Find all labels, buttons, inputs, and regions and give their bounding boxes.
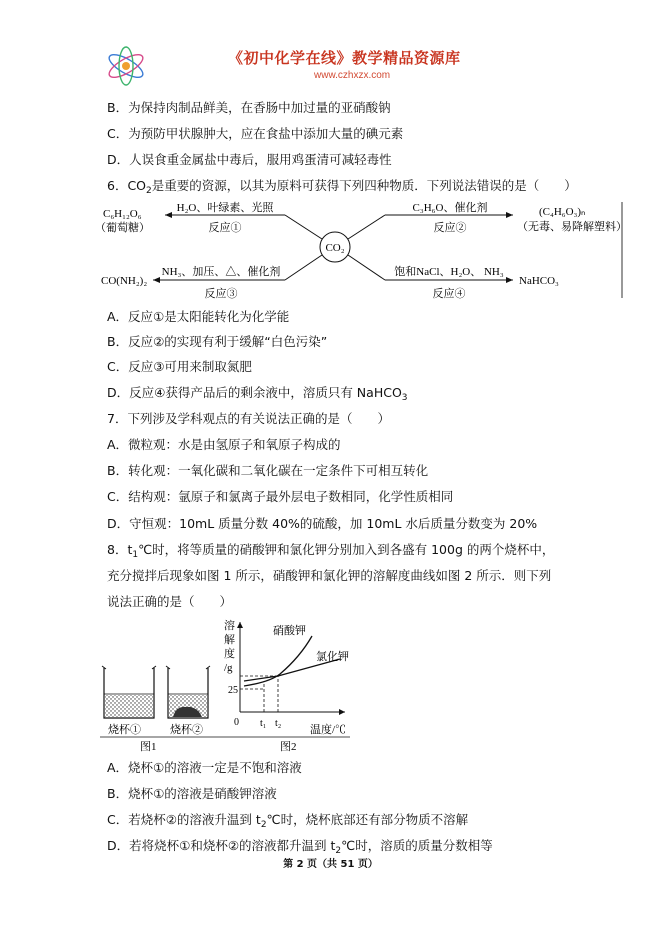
q6-option-d: D．反应④获得产品后的剩余液中，溶质只有 NaHCO$_3$ xyxy=(107,385,408,403)
q5-option-d: D．人误食重金属盐中毒后，服用鸡蛋清可减轻毒性 xyxy=(107,152,392,167)
q7-option-b: B．转化观：一氧化碳和二氧化碳在一定条件下可相互转化 xyxy=(107,463,429,478)
q7-stem: 7．下列涉及学科观点的有关说法正确的是（ ） xyxy=(107,411,390,426)
q6-option-b: B．反应②的实现有利于缓解“白色污染” xyxy=(107,334,328,349)
nahco3-formula: NaHCO₃ xyxy=(519,275,559,287)
header-banner xyxy=(104,44,504,94)
q7-option-c: C．结构观：氩原子和氯离子最外层电子数相同，化学性质相同 xyxy=(107,489,454,504)
y-label-2: 解 xyxy=(224,634,235,646)
x-axis-label: 温度/℃ xyxy=(310,724,347,736)
r1-label: 反应① xyxy=(208,222,242,234)
beaker-1-label: 烧杯① xyxy=(108,724,141,736)
q7-option-d: D．守恒观：10mL 质量分数 40%的硫酸，加 10mL 水后质量分数变为 20% xyxy=(107,516,538,531)
y-tick-25: 25 xyxy=(228,685,238,696)
q8-option-d: D．若将烧杯①和烧杯②的溶液都升温到 $t_2℃$时，溶质的质量分数相等 xyxy=(107,838,493,856)
page-footer: 第 2 页（共 51 页） xyxy=(283,859,378,870)
polymer-name: （无毒、易降解塑料） xyxy=(517,221,627,233)
header-url: www.czhxzx.com xyxy=(314,70,391,81)
y-label-1: 溶 xyxy=(224,620,235,632)
q5-option-c: C．为预防甲状腺肿大，应在食盐中添加大量的碘元素 xyxy=(107,126,404,141)
r4-condition: 饱和NaCl、H₂O、 NH₃ xyxy=(394,266,504,278)
r2-label: 反应② xyxy=(433,222,467,234)
q8-option-b: B．烧杯①的溶液是硝酸钾溶液 xyxy=(107,786,277,801)
r3-condition: NH₃、加压、△、催化剂 xyxy=(161,266,281,278)
polymer-formula: (C₄H₆O₃)ₙ xyxy=(539,206,586,218)
r1-condition: H₂O、叶绿素、光照 xyxy=(176,202,274,214)
q6-reaction-diagram xyxy=(95,198,630,304)
origin-label: 0 xyxy=(234,717,239,728)
y-label-4: /g xyxy=(224,662,233,674)
atom-logo-icon xyxy=(104,44,148,88)
glucose-formula: C₆H₁₂O₆ xyxy=(103,208,142,220)
beaker-1 xyxy=(102,666,156,718)
r3-label: 反应③ xyxy=(204,288,238,300)
glucose-name: （葡萄糖） xyxy=(95,222,150,234)
r4-label: 反应④ xyxy=(432,288,466,300)
urea-formula: CO(NH₂)₂ xyxy=(101,275,148,287)
q8-stem-line1: 8．$t_1℃$时，将等质量的硝酸钾和氯化钾分别加入到各盛有 100g 的两个烧杯中， xyxy=(107,542,555,560)
q8-stem-line3: 说法正确的是（ ） xyxy=(107,594,233,609)
beaker-2 xyxy=(166,666,210,718)
fig2-label: 图2 xyxy=(280,741,297,753)
r2-condition: C₃H₆O、催化剂 xyxy=(412,202,488,214)
series-kno3 xyxy=(244,636,312,686)
solubility-chart xyxy=(224,618,349,736)
q5-option-b: B．为保持肉制品鲜美，在香肠中加过量的亚硝酸钠 xyxy=(107,100,391,115)
q7-option-a: A．微粒观：水是由氢原子和氧原子构成的 xyxy=(107,437,341,452)
q8-figure xyxy=(100,612,360,757)
header-title: 《初中化学在线》教学精品资源库 xyxy=(228,49,461,67)
y-label-3: 度 xyxy=(224,648,235,660)
q8-option-c: C．若烧杯②的溶液升温到 $t_2℃$时，烧杯底部还有部分物质不溶解 xyxy=(107,812,469,830)
x-tick-t2: t₂ xyxy=(275,718,282,729)
q6-option-c: C．反应③可用来制取氮肥 xyxy=(107,359,252,374)
series-kcl-label: 氯化钾 xyxy=(316,651,349,663)
fig1-label: 图1 xyxy=(140,741,157,753)
q6-stem: 6．$CO_2$是重要的资源，以其为原料可获得下列四种物质．下列说法错误的是（ ） xyxy=(107,178,577,196)
x-tick-t1: t₁ xyxy=(260,718,267,729)
series-kno3-label: 硝酸钾 xyxy=(273,625,306,637)
beaker-2-label: 烧杯② xyxy=(170,724,203,736)
q6-option-a: A．反应①是太阳能转化为化学能 xyxy=(107,309,290,324)
co2-label: CO₂ xyxy=(325,242,345,254)
q8-stem-line2: 充分搅拌后现象如图 1 所示，硝酸钾和氯化钾的溶解度曲线如图 2 所示．则下列 xyxy=(107,568,552,583)
q8-option-a: A．烧杯①的溶液一定是不饱和溶液 xyxy=(107,760,302,775)
